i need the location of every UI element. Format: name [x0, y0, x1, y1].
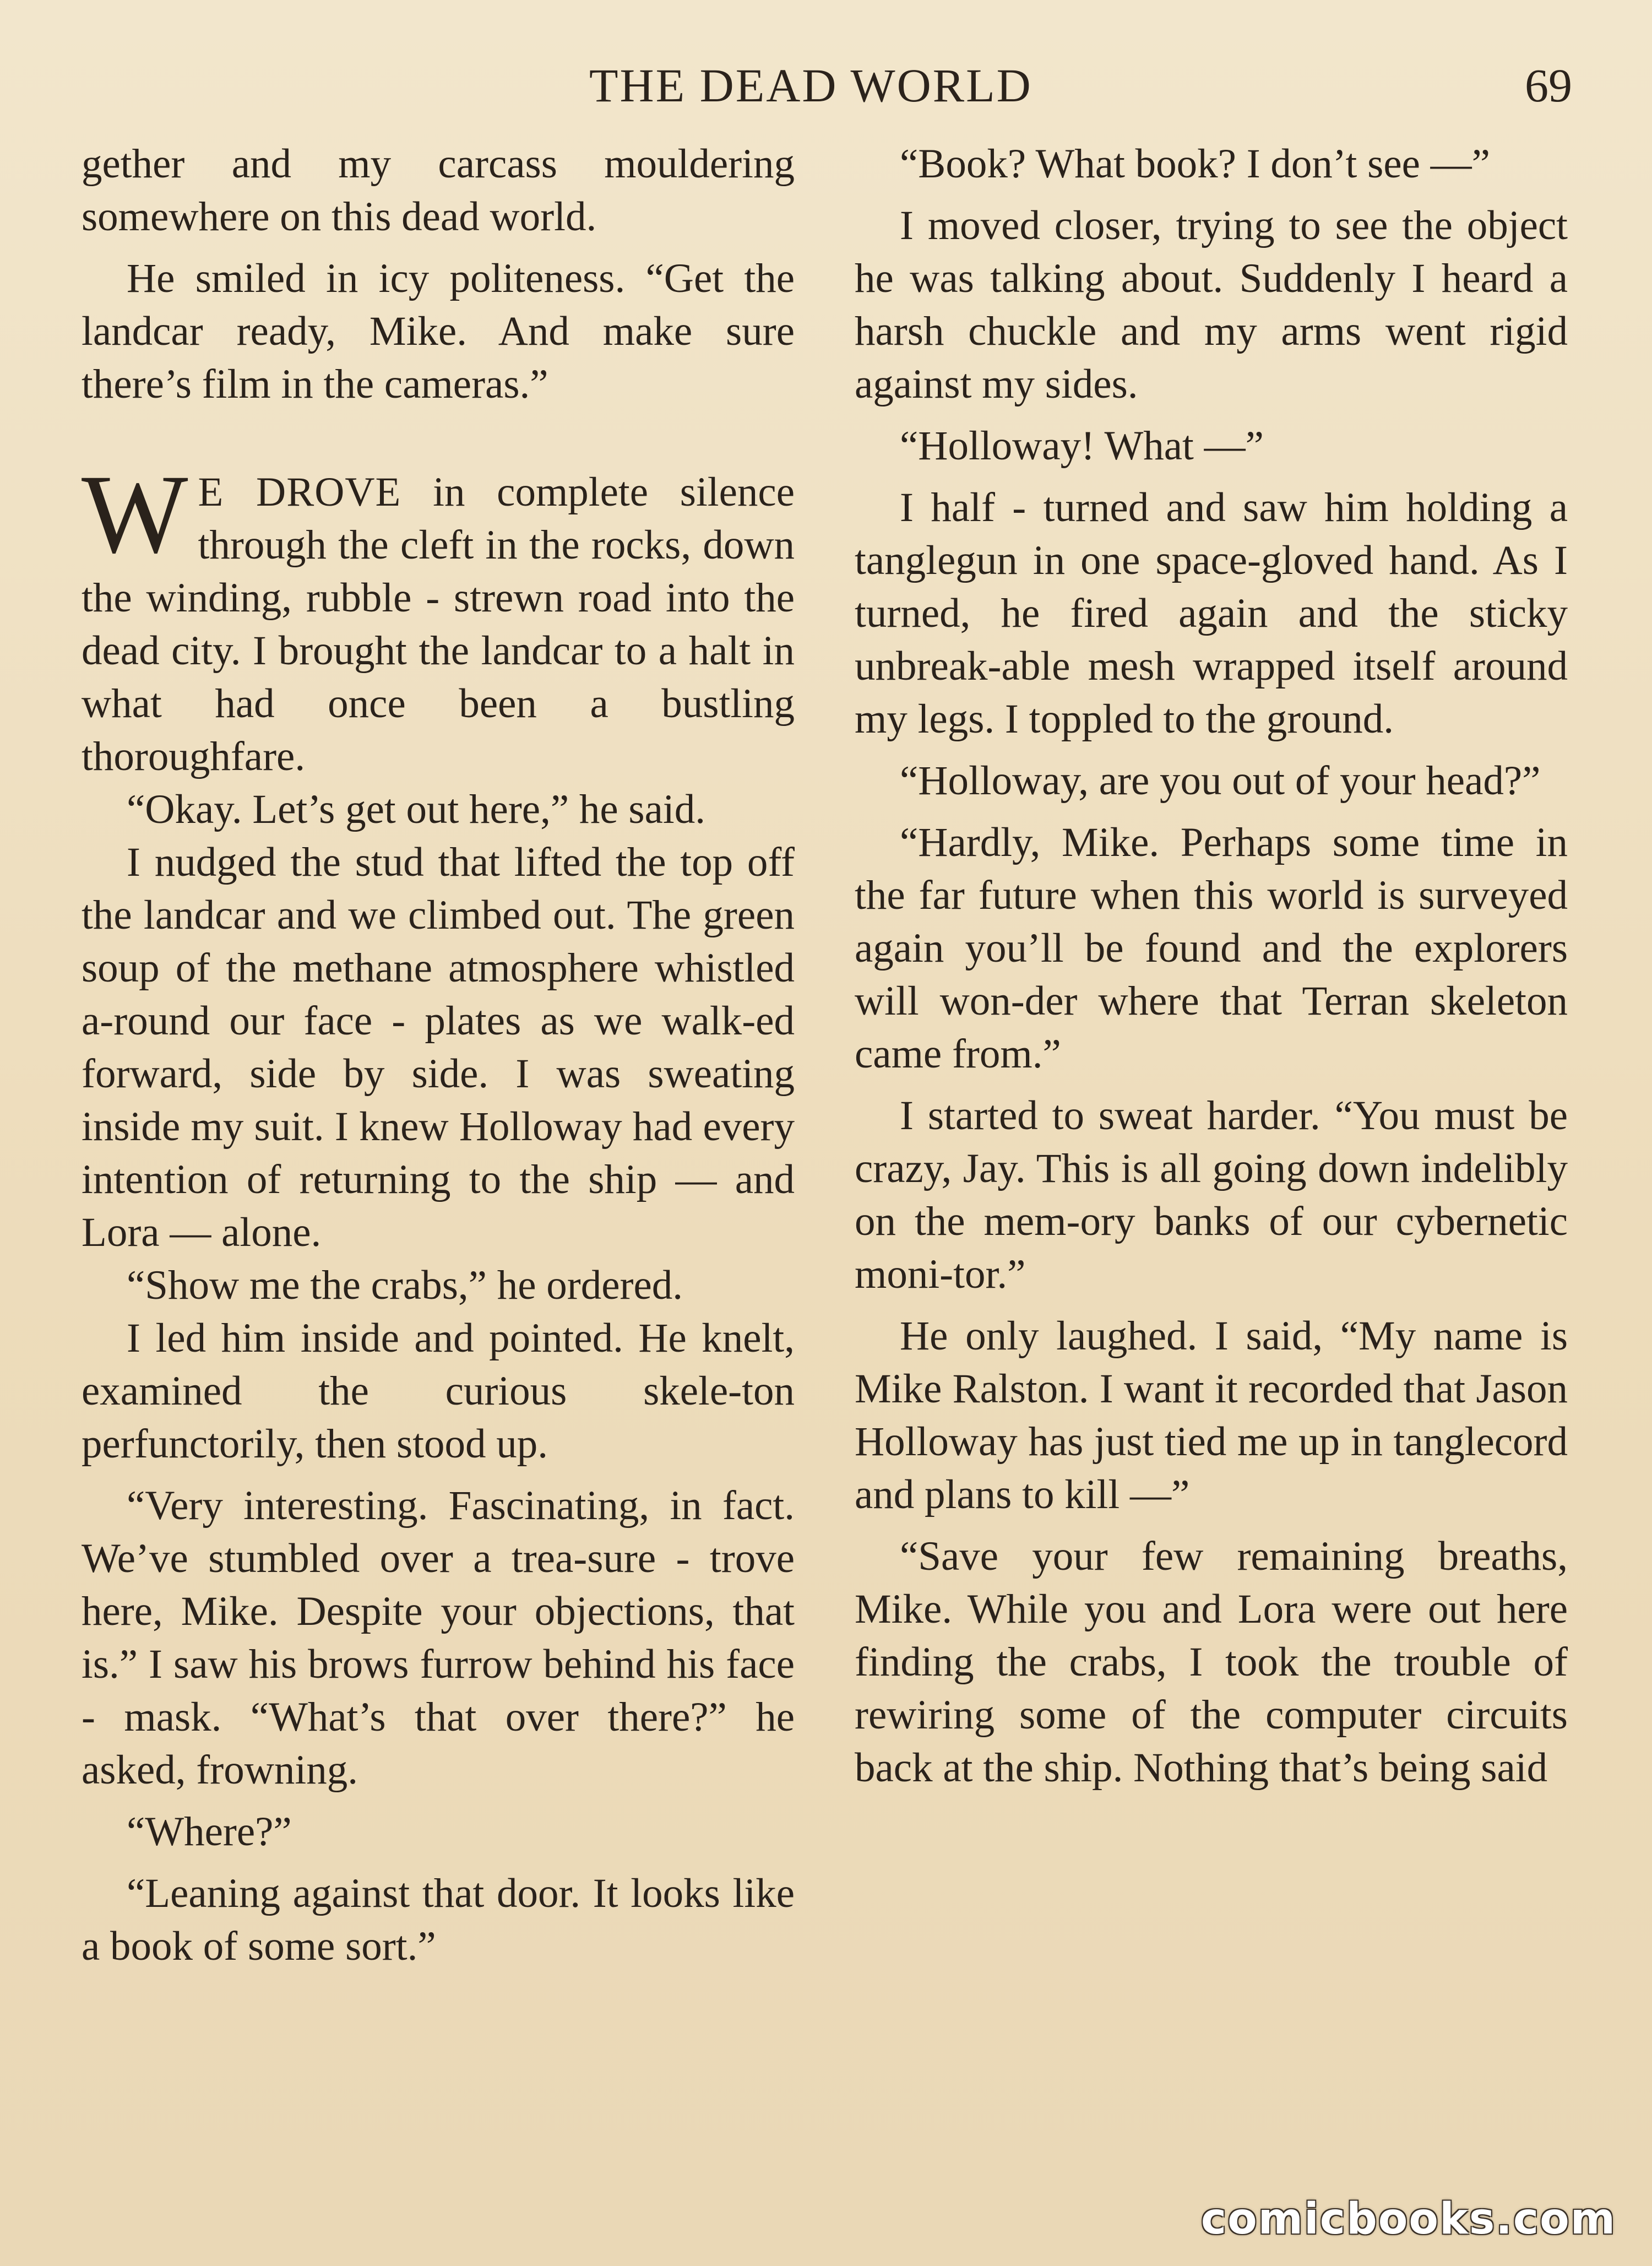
section-opening-paragraph	[81, 452, 795, 783]
right-column	[855, 138, 1568, 1795]
page-number: 69	[1525, 59, 1572, 112]
paragraph: I moved closer, trying to see the object he was talking about. Suddenly I heard a harsh chuckle and my arms went rigid against my sides.	[855, 203, 1568, 407]
paragraph: “Very interesting. Fascinating, in fact. We’ve stumbled over a trea-sure - trove here, Mike. Despite your objections, that is.” I saw his brows furrow behind his face - mask. “What’s that over there?” he asked, frowning.	[81, 1483, 795, 1793]
drop-cap: W	[81, 452, 188, 577]
source-watermark: comicbooks.com	[1200, 2194, 1616, 2244]
paragraph: “Holloway! What —”	[900, 423, 1264, 469]
paragraph: “Save your few remaining breaths, Mike. While you and Lora were out here finding the crabs, I took the trouble of rewiring some of the computer circuits back at the ship. Nothing that’s being said	[855, 1533, 1568, 1791]
paragraph: “Hardly, Mike. Perhaps some time in the far future when this world is surveyed again you’ll be found and the explorers will won-der where that Terran skeleton came from.”	[855, 820, 1568, 1077]
paragraph: “Leaning against that door. It looks like a book of some sort.”	[81, 1871, 795, 1969]
paragraph: “Book? What book? I don’t see —”	[900, 141, 1490, 187]
paragraph: I half - turned and saw him holding a tanglegun in one space-gloved hand. As I turned, he fired again and the sticky unbreak-able mesh wrapped itself around my legs. I toppled to the ground.	[855, 485, 1568, 742]
running-title: THE DEAD WORLD	[589, 59, 1032, 112]
paragraph: I nudged the stud that lifted the top off the landcar and we climbed out. The green soup of the methane atmosphere whistled a-round our face - plates as we walk-ed forward, side by side. I was sweating inside my suit. I knew Holloway had every intention of returning to the ship — and Lora — alone.	[81, 839, 795, 1255]
paragraph: gether and my carcass mouldering somewhere on this dead world.	[81, 141, 795, 240]
paragraph-text: in complete silence through the cleft in the rocks, down the winding, rubble - strewn road into the dead city. I brought the landcar to a halt in what had once been a bustling thoroughfare.	[81, 469, 795, 779]
paragraph: “Holloway, are you out of your head?”	[900, 758, 1541, 804]
paragraph: “Where?”	[127, 1809, 292, 1855]
paragraph: I led him inside and pointed. He knelt, examined the curious skele-ton perfunctorily, then stood up.	[81, 1315, 795, 1467]
paragraph: I started to sweat harder. “You must be crazy, Jay. This is all going down indelibly on the mem-ory banks of our cybernetic moni-tor.”	[855, 1093, 1568, 1297]
paragraph: “Show me the crabs,” he ordered.	[127, 1262, 683, 1308]
paragraph: “Okay. Let’s get out here,” he said.	[127, 787, 705, 832]
running-header	[0, 55, 1652, 116]
lead-in-caps: E DROVE	[198, 469, 401, 515]
paragraph: He smiled in icy politeness. “Get the landcar ready, Mike. And make sure there’s film in the cameras.”	[81, 256, 795, 407]
left-column	[81, 138, 795, 1973]
paragraph: He only laughed. I said, “My name is Mike Ralston. I want it recorded that Jason Holloway has just tied me up in tanglecord and plans to kill —”	[855, 1313, 1568, 1517]
